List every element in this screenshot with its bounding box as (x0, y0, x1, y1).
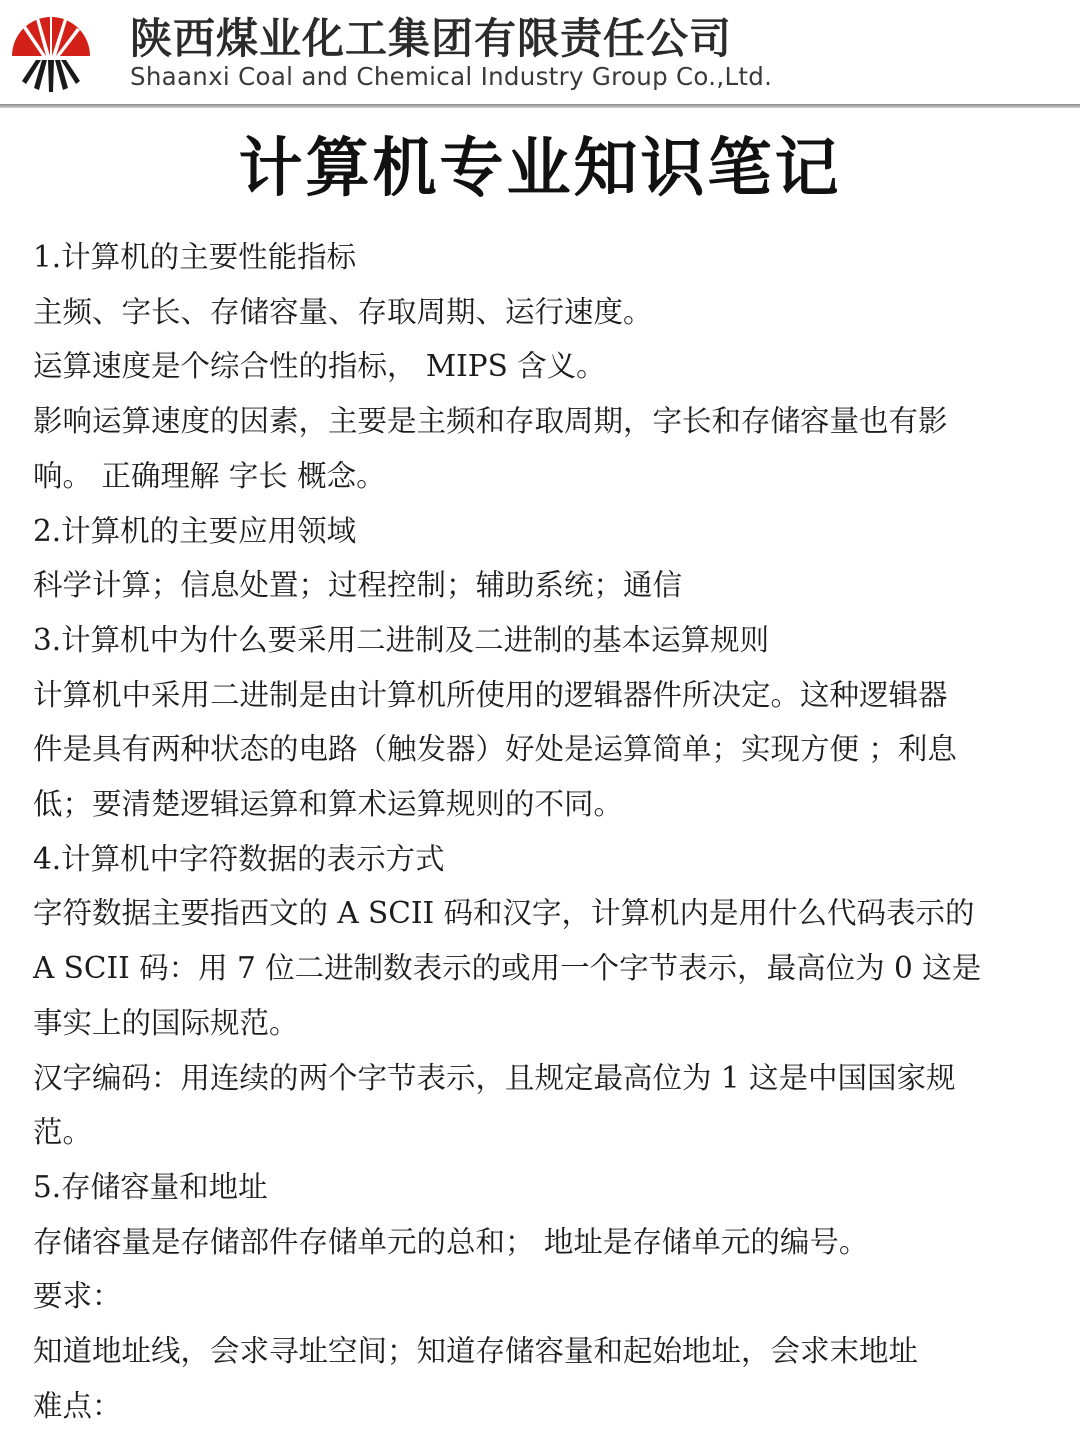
note-line: 1.计算机的主要性能指标 (33, 240, 357, 274)
note-line: 3.计算机中为什么要采用二进制及二进制的基本运算规则 (33, 622, 770, 657)
note-line: 范。 (33, 1115, 93, 1150)
note-line: 存储容量是存储部件存储单元的总和； 地址是存储单元的编号。 (33, 1224, 869, 1259)
note-line: 主频、字长、存储容量、存取周期、运行速度。 (33, 294, 653, 329)
header-divider (0, 104, 1080, 108)
note-line: 响。 正确理解 字长 概念。 (33, 458, 386, 493)
note-line: 2.计算机的主要应用领域 (33, 513, 357, 548)
company-header (0, 0, 1080, 112)
company-name-chinese: 陕西煤业化工集团有限责任公司 (130, 14, 733, 63)
note-line: 计算机中采用二进制是由计算机所使用的逻辑器件所决定。这种逻辑器 (33, 677, 948, 712)
note-line: 运算速度是个综合性的指标， MIPS 含义。 (33, 349, 606, 384)
note-line: 科学计算；信息处置；过程控制；辅助系统；通信 (33, 568, 683, 603)
note-line: 低；要清楚逻辑运算和算术运算规则的不同。 (33, 787, 624, 822)
company-logo-icon (6, 6, 96, 96)
note-line: 事实上的国际规范。 (33, 1005, 299, 1040)
note-line: A SCII 码：用 7 位二进制数表示的或用一个字节表示，最高位为 0 这是 (33, 951, 982, 986)
company-name-english: Shaanxi Coal and Chemical Industry Group Co.,Ltd. (130, 62, 773, 91)
note-line: 4.计算机中字符数据的表示方式 (33, 841, 445, 876)
note-line: 影响运算速度的因素，主要是主频和存取周期，字长和存储容量也有影 (33, 404, 948, 439)
note-line: 件是具有两种状态的电路（触发器）好处是运算简单；实现方便 ；利息 (33, 732, 957, 767)
note-line: 知道地址线，会求寻址空间；知道存储容量和起始地址，会求末地址 (33, 1334, 919, 1369)
note-line: 5.存储容量和地址 (33, 1169, 268, 1204)
note-line: 难点： (33, 1388, 122, 1423)
note-line: 要求： (33, 1279, 122, 1314)
page-title: 计算机专业知识笔记 (238, 132, 842, 206)
note-line: 字符数据主要指西文的 A SCII 码和汉字，计算机内是用什么代码表示的 (33, 896, 975, 931)
notes-body (33, 230, 1053, 1433)
note-line: 汉字编码：用连续的两个字节表示，且规定最高位为 1 这是中国国家规 (33, 1060, 956, 1095)
